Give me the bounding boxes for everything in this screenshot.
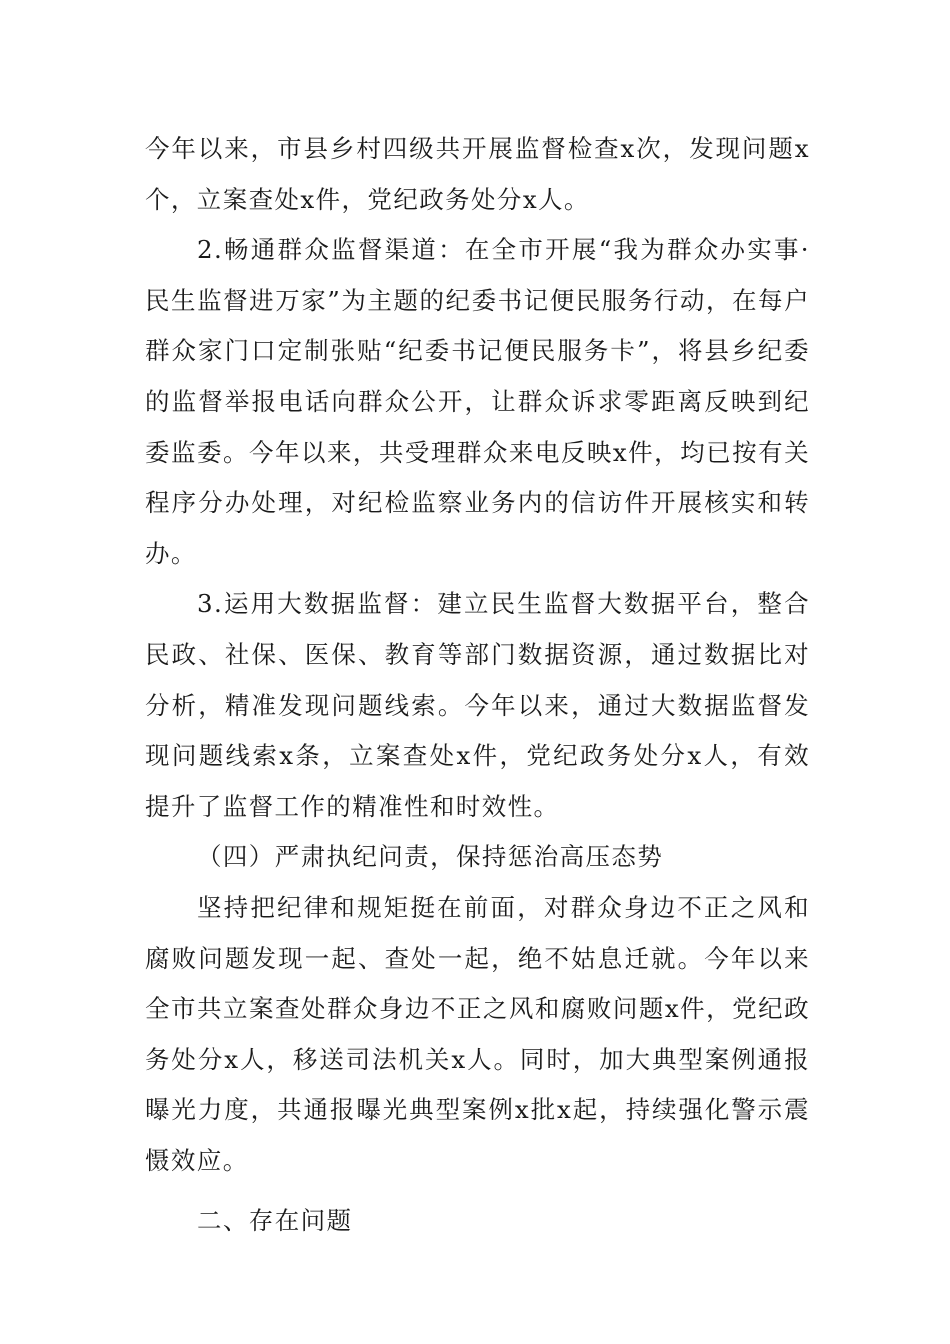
paragraph-discipline-enforcement: 坚持把纪律和规矩挺在前面，对群众身边不正之风和腐败问题发现一起、查处一起，绝不姑息迁就。今年以来全市共立案查处群众身边不正之风和腐败问题x件，党纪政务处分x人，移送司法机关x人。同时，加大典型案例通报曝光力度，共通报曝光典型案例x批x起，持续强化警示震慑效应。 bbox=[145, 892, 810, 1175]
paragraph-public-supervision-channels: 2.畅通群众监督渠道：在全市开展“我为群众办实事·民生监督进万家”为主题的纪委书记便民服务行动，在每户群众家门口定制张贴“纪委书记便民服务卡”，将县乡纪委的监督举报电话向群众公开，让群众诉求零距离反映到纪委监委。今年以来，共受理群众来电反映x件，均已按有关程序分办处理，对纪检监察业务内的信访件开展核实和转办。 bbox=[145, 235, 810, 568]
document-body bbox=[145, 124, 810, 1247]
section-heading-discipline-accountability: （四）严肃执纪问责，保持惩治高压态势 bbox=[197, 842, 664, 872]
paragraph-big-data-supervision: 3.运用大数据监督：建立民生监督大数据平台，整合民政、社保、医保、教育等部门数据资源，通过数据比对分析，精准发现问题线索。今年以来，通过大数据监督发现问题线索x条，立案查处x件，党纪政务处分x人，有效提升了监督工作的精准性和时效性。 bbox=[145, 589, 810, 821]
section-heading-existing-problems: 二、存在问题 bbox=[197, 1206, 353, 1236]
paragraph-oversight-summary: 今年以来，市县乡村四级共开展监督检查x次，发现问题x个，立案查处x件，党纪政务处分x人。 bbox=[145, 134, 810, 214]
